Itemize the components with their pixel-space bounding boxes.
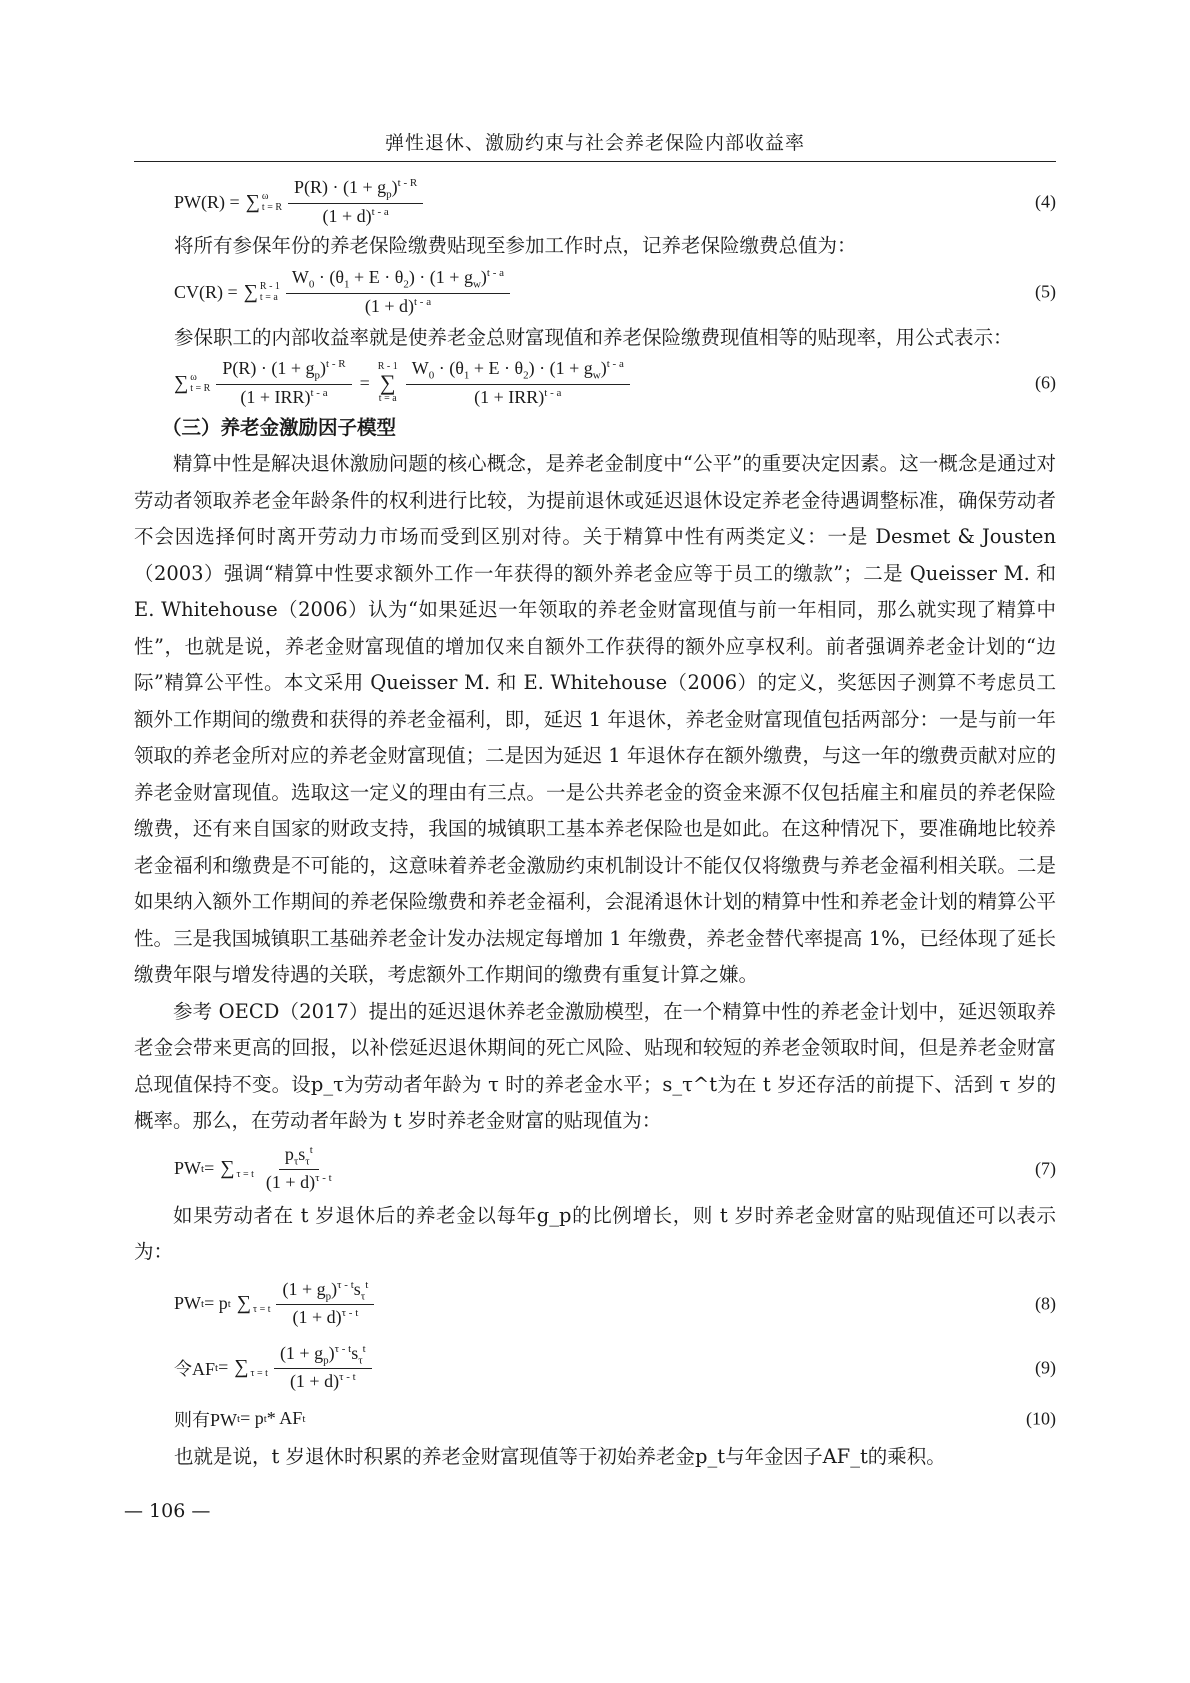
eq4-lhs: PW(R) = xyxy=(174,191,240,212)
sum-lower: τ = t xyxy=(250,1367,268,1379)
num-text: + E · θ xyxy=(349,267,404,288)
sum-upper: R - 1 xyxy=(259,281,280,292)
sum-upper: ω xyxy=(261,191,269,202)
eq5-intro: 将所有参保年份的养老保险缴费贴现至参加工作时点，记养老保险缴费总值为： xyxy=(174,234,857,257)
num-text: · (θ xyxy=(434,358,464,379)
sum-lower: τ = t xyxy=(253,1303,271,1315)
eq5-lhs: CV(R) = xyxy=(174,281,238,302)
eq9-fraction xyxy=(274,1343,372,1393)
den-text: (1 + IRR) xyxy=(240,386,311,407)
sub: w xyxy=(472,278,481,291)
equation-number: (9) xyxy=(1035,1357,1056,1377)
sum-upper: ω xyxy=(190,372,197,383)
den-exp: τ - t xyxy=(341,1307,359,1320)
sum-symbol: ∑ xyxy=(234,1356,249,1378)
sub: τ xyxy=(360,1290,366,1303)
sub: 2 xyxy=(523,369,529,382)
eq7-limits xyxy=(236,1158,253,1180)
paragraph-oecd-model: 参考 OECD（2017）提出的延迟退休养老金激励模型，在一个精算中性的养老金计划中，延迟领取养老金会带来更高的回报，以补偿延迟退休期间的死亡风险、贴现和较短的养老金领取时间，但是养老金财富总现值保持不变。设p_τ为劳动者年龄为 τ 时的养老金水平；s_τ^t为在 t 岁还存活的前提下、活到 τ 岁的概率。那么，在劳动者年龄为 t 岁时养老金财富的贴现值为： xyxy=(134,999,1056,1132)
equation-10 xyxy=(134,1399,1056,1439)
sub: 0 xyxy=(428,369,435,382)
equation-5 xyxy=(134,264,1056,320)
equation-number: (4) xyxy=(1035,191,1056,212)
sub: 0 xyxy=(308,278,315,291)
numerator xyxy=(279,1144,319,1171)
sub: t xyxy=(237,1412,241,1425)
num-text: (1 + g xyxy=(279,1342,324,1363)
eq7-lhs: PW xyxy=(174,1158,201,1178)
numerator: $P(R) \cdot (1 + g_p)^{t - R}$ xyxy=(288,177,423,204)
sum-symbol: ∑ xyxy=(236,1292,252,1314)
equation-number: (10) xyxy=(1026,1408,1056,1428)
eq9-lhs: 令AF xyxy=(174,1358,216,1379)
sub: 1 xyxy=(463,369,470,382)
sum-symbol: ∑ xyxy=(174,371,189,394)
sum-lower: τ = t xyxy=(236,1168,254,1180)
denominator xyxy=(317,204,395,227)
sub: p xyxy=(314,369,321,382)
eq10-text: = p xyxy=(240,1408,264,1428)
eq8-lhs: PW xyxy=(174,1293,201,1313)
sub: τ xyxy=(305,1155,310,1168)
sub: p xyxy=(325,1290,332,1303)
sub: w xyxy=(592,369,601,382)
equals-sign: = xyxy=(204,1158,215,1178)
sup: t xyxy=(365,1278,369,1291)
eq8-mid: = p xyxy=(204,1293,228,1313)
equation-number: (7) xyxy=(1035,1158,1056,1178)
equals-sign: = xyxy=(359,372,370,393)
header-rule xyxy=(134,161,1056,162)
num-text: P(R) · (1 + g xyxy=(222,358,315,379)
den-exp: t - a xyxy=(544,386,562,399)
sub: t xyxy=(227,1297,231,1310)
sum-lower: t = R xyxy=(261,202,283,213)
equation-number: (6) xyxy=(1035,372,1056,393)
eq6-intro: 参保职工的内部收益率就是使养老金总财富现值和养老保险缴费现值相等的贴现率，用公式表示： xyxy=(174,326,1013,349)
num-exp: t - R xyxy=(326,358,346,371)
eq6-limits-left xyxy=(190,372,210,394)
sub: t xyxy=(215,1361,219,1374)
equation-number: (8) xyxy=(1035,1293,1056,1313)
sub: t xyxy=(201,1162,205,1175)
denominator xyxy=(284,1369,362,1392)
eq8-fraction xyxy=(276,1279,374,1329)
den-text: (1 + d) xyxy=(364,295,414,316)
page-content xyxy=(134,176,1056,1475)
den-text: (1 + IRR) xyxy=(474,386,545,407)
denominator xyxy=(468,385,567,408)
numerator: $W_0 \cdot (\theta_1 + E \cdot \theta_2) \cdot (1 + g_w)^{t - a}$ xyxy=(406,358,630,385)
denominator xyxy=(260,1170,338,1193)
equation-7 xyxy=(134,1140,1056,1198)
numerator: $(1 + g_p)^{\tau - t}s_\tau^t$ xyxy=(274,1343,372,1370)
eq7-fraction xyxy=(260,1144,338,1194)
den-exp: t - a xyxy=(413,295,432,308)
den-exp: τ - t xyxy=(339,1371,356,1384)
num-exp: τ - t xyxy=(337,1278,354,1291)
equation-6 xyxy=(134,356,1056,410)
sub: p xyxy=(323,1354,329,1367)
num-text: + E · θ xyxy=(469,358,524,379)
den-text: (1 + d) xyxy=(265,1172,316,1193)
denominator xyxy=(286,1305,364,1328)
num-exp: t - R xyxy=(397,177,418,190)
section-heading: （三）养老金激励因子模型 xyxy=(162,416,397,439)
num-text: (1 + g xyxy=(282,1278,326,1299)
numerator: $W_0 \cdot (\theta_1 + E \cdot \theta_2) \cdot (1 + g_w)^{t - a}$ xyxy=(286,267,510,294)
eq5-limits xyxy=(260,281,280,303)
sup: t xyxy=(362,1342,366,1355)
den-exp: τ - t xyxy=(315,1172,332,1185)
num-text: W xyxy=(411,358,429,379)
sum-lower: t = a xyxy=(378,393,397,404)
equals-sign: = xyxy=(218,1357,229,1377)
sub: τ xyxy=(358,1354,363,1367)
den-text: (1 + d) xyxy=(292,1307,342,1328)
num-text: s xyxy=(298,1143,306,1164)
num-text: · (θ xyxy=(314,267,345,288)
num-exp: τ - t xyxy=(334,1342,352,1355)
sub: t xyxy=(201,1297,205,1310)
equation-8 xyxy=(134,1271,1056,1337)
sub: 1 xyxy=(344,278,350,291)
num-exp: t - a xyxy=(606,358,624,371)
sum-upper: R - 1 xyxy=(377,361,398,372)
sum-symbol: ∑ xyxy=(245,190,260,213)
sum-upper xyxy=(253,1293,270,1304)
sub: 2 xyxy=(403,278,409,291)
numerator: $P(R) \cdot (1 + g_p)^{t - R}$ xyxy=(216,358,351,385)
sum-symbol: ∑ xyxy=(243,280,258,303)
sum-upper xyxy=(251,1357,268,1368)
eq10-text: * AF xyxy=(266,1408,303,1428)
num-text: ) · (1 + g xyxy=(408,267,473,288)
eq6-fraction-left xyxy=(216,358,351,408)
equation-number: (5) xyxy=(1035,281,1056,302)
num-text: P(R) · (1 + g xyxy=(294,177,387,198)
num-sub: p xyxy=(386,188,392,201)
sum-lower: t = R xyxy=(190,383,211,394)
paragraph-actuarial-neutrality: 精算中性是解决退休激励问题的核心概念，是养老金制度中“公平”的重要决定因素。这一概念是通过对劳动者领取养老金年龄条件的权利进行比较，为提前退休或延迟退休设定养老金待遇调整标准，确保劳动者不会因选择何时离开劳动力市场而受到区别对待。关于精算中性有两类定义：一是 Desmet & Jousten（2003）强调“精算中性要求额外工作一年获得的额外养老金应等于员工的缴款”；二是 Queisser M. 和 E. Whitehouse（2006）认为“如果延迟一年领取的养老金财富现值与前一年相同，那么就实现了精算中性”，也就是说，养老金财富现值的增加仅来自额外工作获得的额外应享权利。前者强调养老金计划的“边际”精算公平性。本文采用 Queisser M. 和 E. Whitehouse（2006）的定义，奖惩因子测算不考虑员工额外工作期间的缴费和获得的养老金福利，即，延迟 1 年退休，养老金财富现值包括两部分：一是与前一年领取的养老金所对应的养老金财富现值；二是因为延迟 1 年退休存在额外缴费，与这一年的缴费贡献对应的养老金财富现值。选取这一定义的理由有三点。一是公共养老金的资金来源不仅包括雇主和雇员的养老保险缴费，还有来自国家的财政支持，我国的城镇职工基本养老保险也是如此。在这种情况下，要准确地比较养老金福利和缴费是不可能的，这意味着养老金激励约束机制设计不能仅仅将缴费与养老金福利相关联。二是如果纳入额外工作期间的养老保险缴费和养老金福利，会混淆退休计划的精算中性和养老金计划的精算公平性。三是我国城镇职工基础养老金计发办法规定每增加 1 年缴费，养老金替代率提高 1%，已经体现了延长缴费年限与增发待遇的关联，考虑额外工作期间的缴费有重复计算之嫌。 xyxy=(134,452,1056,986)
sub: t xyxy=(263,1412,267,1425)
equation-9 xyxy=(134,1337,1056,1399)
eq10-text: 则有PW xyxy=(174,1409,237,1430)
eq8-limits xyxy=(253,1293,270,1315)
num-text: W xyxy=(291,267,309,288)
sum-symbol: ∑ xyxy=(379,370,396,395)
paragraph-growth: 如果劳动者在 t 岁退休后的养老金以每年g_p的比例增长，则 t 岁时养老金财富的贴现值还可以表示为： xyxy=(134,1203,1056,1263)
den-text: (1 + d) xyxy=(322,205,372,226)
numerator: $(1 + g_p)^{\tau - t}s_\tau^t$ xyxy=(276,1279,374,1306)
eq4-fraction xyxy=(288,177,423,227)
sup: t xyxy=(309,1143,313,1156)
paragraph-conclusion: 也就是说，t 岁退休时积累的养老金财富现值等于初始养老金p_t与年金因子AF_t的乘积。 xyxy=(174,1444,946,1468)
eq5-fraction xyxy=(286,267,510,317)
den-exp: t - a xyxy=(371,205,389,218)
num-exp: t - a xyxy=(486,267,505,280)
eq4-limits xyxy=(262,191,282,213)
sub: t xyxy=(302,1412,306,1425)
num-text: p xyxy=(284,1143,294,1164)
num-text: ) · (1 + g xyxy=(528,358,593,379)
den-text: (1 + d) xyxy=(289,1371,340,1392)
den-exp: t - a xyxy=(310,386,328,399)
eq6-fraction-right xyxy=(406,358,630,408)
denominator xyxy=(359,294,437,317)
sum-upper xyxy=(236,1158,253,1169)
sum-lower: t = a xyxy=(259,292,278,303)
page-number: — 106 — xyxy=(124,1500,211,1522)
eq6-sum-right xyxy=(378,362,398,404)
denominator xyxy=(234,385,333,408)
running-header: 弹性退休、激励约束与社会养老保险内部收益率 xyxy=(384,132,805,154)
eq9-limits xyxy=(251,1357,268,1379)
sum-symbol: ∑ xyxy=(220,1157,235,1179)
equation-4 xyxy=(134,176,1056,228)
sub: τ xyxy=(293,1155,299,1168)
